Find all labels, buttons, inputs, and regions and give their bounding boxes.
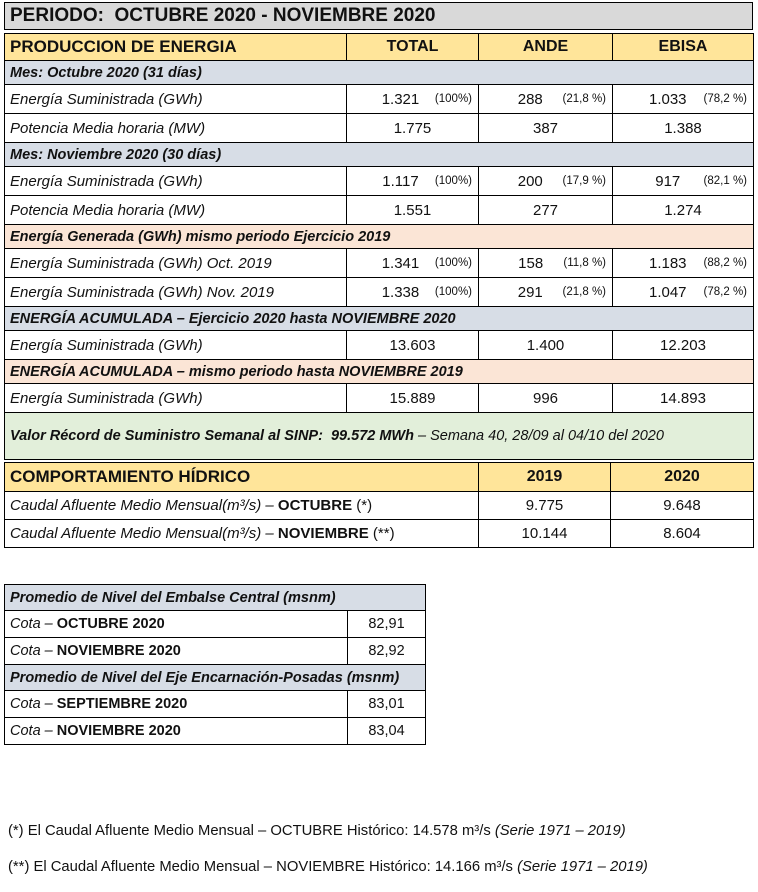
section-header-embalse-central: Promedio de Nivel del Embalse Central (msnm) [5,585,426,611]
hydric-table [4,462,754,548]
value: 1.183 [648,254,687,272]
row-label: Energía Suministrada (GWh) [5,85,347,114]
hydric-header-row [5,463,754,492]
percent: (100%) [434,257,472,269]
record-note-rest: – Semana 40, 28/09 al 04/10 del 2020 [413,428,664,444]
section-row-accumulated-2019 [5,360,754,384]
percent: (11,8 %) [563,257,606,269]
footnote-october: (*) El Caudal Afluente Medio Mensual – OCTUBRE Histórico: 14.578 m³/s (Serie 1971 – 2019) [8,823,626,839]
hydric-table-title: COMPORTAMIENTO HÍDRICO [5,463,479,492]
page-title: PERIODO: OCTUBRE 2020 - NOVIEMBRE 2020 [4,2,753,30]
row-label: Cota – NOVIEMBRE 2020 [5,638,348,665]
table-row [5,611,426,638]
row-label: Energía Suministrada (GWh) [5,384,347,413]
table-row [5,196,754,225]
cell-ande: 1.400 [479,331,613,360]
row-label: Caudal Afluente Medio Mensual(m³/s) – OCTUBRE (*) [5,492,479,520]
cell-ebisa: 1.274 [613,196,754,225]
value: 1.033 [648,90,687,108]
production-table-title: PRODUCCION DE ENERGIA [5,34,347,61]
section-row-november [5,143,754,167]
cell-total: 1.551 [347,196,479,225]
table-row [5,384,754,413]
record-note-bold: Valor Récord de Suministro Semanal al SINP: 99.572 MWh [10,428,414,444]
percent: (100%) [434,286,472,298]
section-row-october [5,61,754,85]
cell-ebisa: 12.203 [613,331,754,360]
section-row-eje [5,665,426,691]
cell-ebisa: 14.893 [613,384,754,413]
table-row [5,249,754,278]
value: 1.338 [381,283,420,301]
section-header-accumulated-2020: ENERGÍA ACUMULADA – Ejercicio 2020 hasta NOVIEMBRE 2020 [5,307,754,331]
percent: (100%) [434,175,472,187]
row-label: Energía Suministrada (GWh) [5,331,347,360]
production-table [4,33,754,460]
value: 917 [655,172,681,190]
section-row-accumulated-2020 [5,307,754,331]
record-note-row [5,413,754,460]
cell-total [347,249,479,278]
table-row [5,520,754,548]
table-row [5,114,754,143]
percent: (17,9 %) [562,175,606,187]
cell-ande [479,167,613,196]
cell-total [347,167,479,196]
row-label: Cota – SEPTIEMBRE 2020 [5,691,348,718]
value: 1.047 [648,283,687,301]
table-row [5,691,426,718]
cell-2019: 10.144 [479,520,611,548]
cell-ande: 277 [479,196,613,225]
section-header-eje-encarnacion: Promedio de Nivel del Eje Encarnación-Posadas (msnm) [5,665,426,691]
cell-2020: 9.648 [611,492,754,520]
percent: (21,8 %) [562,286,606,298]
cell-ebisa [613,249,754,278]
section-header-generated-2019: Energía Generada (GWh) mismo periodo Ejercicio 2019 [5,225,754,249]
cell-ebisa [613,167,754,196]
row-label: Caudal Afluente Medio Mensual(m³/s) – NOVIEMBRE (**) [5,520,479,548]
table-row [5,331,754,360]
cell-ande [479,249,613,278]
value: 200 [517,172,543,190]
percent: (88,2 %) [703,257,747,269]
value: 1.341 [381,254,420,272]
percent: (21,8 %) [562,93,606,105]
table-row [5,278,754,307]
cell-ebisa [613,278,754,307]
value: 1.117 [382,172,419,190]
cell-ande [479,85,613,114]
section-row-embalse [5,585,426,611]
percent: (100%) [434,93,472,105]
row-label: Cota – OCTUBRE 2020 [5,611,348,638]
row-label: Energía Suministrada (GWh) [5,167,347,196]
cell-cota: 83,01 [348,691,426,718]
percent: (82,1 %) [703,175,747,187]
cell-cota: 82,92 [348,638,426,665]
cell-ebisa [613,85,754,114]
cell-ande: 387 [479,114,613,143]
record-note [5,413,754,460]
table-row [5,492,754,520]
row-label: Cota – NOVIEMBRE 2020 [5,718,348,745]
row-label: Energía Suministrada (GWh) Oct. 2019 [5,249,347,278]
table-row [5,638,426,665]
cell-total [347,85,479,114]
cell-cota: 83,04 [348,718,426,745]
reservoir-level-table [4,584,426,745]
cell-cota: 82,91 [348,611,426,638]
percent: (78,2 %) [703,93,747,105]
cell-ande [479,278,613,307]
production-header-row [5,34,754,61]
cell-2020: 8.604 [611,520,754,548]
table-row [5,718,426,745]
footnotes [4,823,758,875]
section-header-november: Mes: Noviembre 2020 (30 días) [5,143,754,167]
row-label: Potencia Media horaria (MW) [5,114,347,143]
column-header-ebisa: EBISA [613,34,754,61]
footnote-november: (**) El Caudal Afluente Medio Mensual – NOVIEMBRE Histórico: 14.166 m³/s (Serie 1971 – 2019) [8,859,648,875]
cell-ebisa: 1.388 [613,114,754,143]
value: 288 [517,90,543,108]
cell-ande: 996 [479,384,613,413]
section-header-accumulated-2019: ENERGÍA ACUMULADA – mismo periodo hasta NOVIEMBRE 2019 [5,360,754,384]
value: 291 [517,283,543,301]
column-header-2019: 2019 [479,463,611,492]
section-row-generated-2019 [5,225,754,249]
table-row [5,167,754,196]
value: 1.321 [381,90,420,108]
cell-total [347,278,479,307]
cell-total: 13.603 [347,331,479,360]
section-header-october: Mes: Octubre 2020 (31 días) [5,61,754,85]
column-header-total: TOTAL [347,34,479,61]
percent: (78,2 %) [703,286,747,298]
column-header-ande: ANDE [479,34,613,61]
row-label: Energía Suministrada (GWh) Nov. 2019 [5,278,347,307]
row-label: Potencia Media horaria (MW) [5,196,347,225]
cell-total: 15.889 [347,384,479,413]
cell-2019: 9.775 [479,492,611,520]
column-header-2020: 2020 [611,463,754,492]
cell-total: 1.775 [347,114,479,143]
value: 158 [518,254,544,272]
table-row [5,85,754,114]
